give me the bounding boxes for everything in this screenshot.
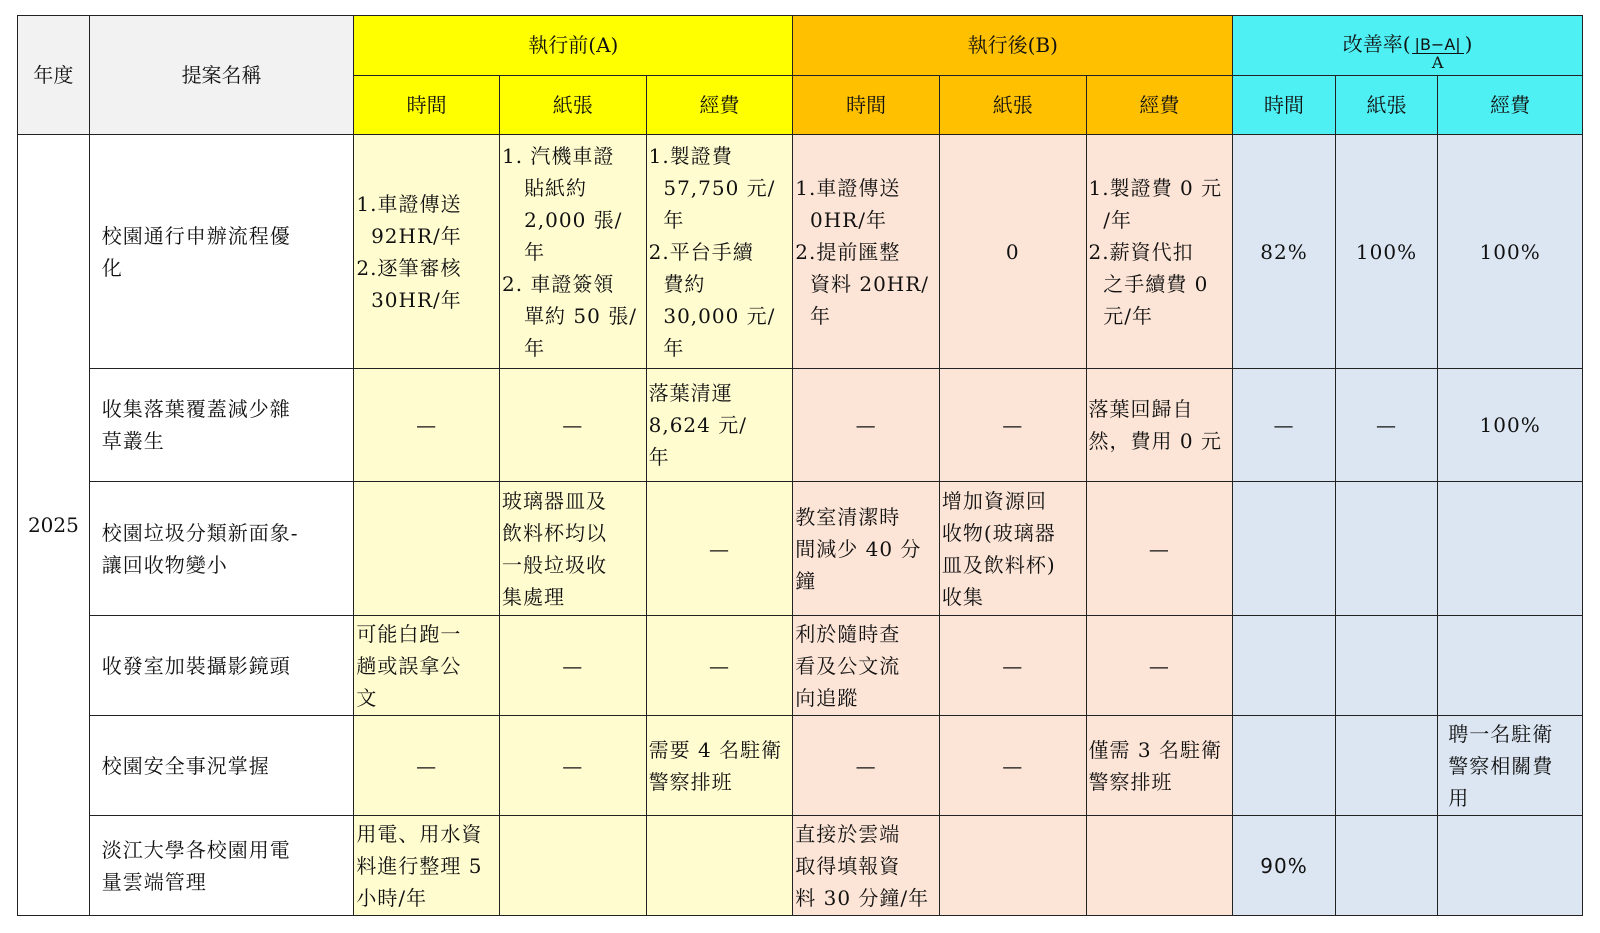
after-cost-cell — [1086, 816, 1233, 916]
before-time-header: 時間 — [354, 75, 500, 135]
before-time-cell: 1.車證傳送 92HR/年 2.逐筆審核 30HR/年 — [354, 135, 500, 369]
improve-time-cell — [1233, 482, 1336, 616]
improve-cost-cell — [1438, 482, 1583, 616]
table-row — [18, 369, 1583, 482]
before-paper-cell: — — [499, 369, 646, 482]
improve-paper-cell: 100% — [1335, 135, 1438, 369]
improve-time-header: 時間 — [1233, 75, 1336, 135]
after-cost-header: 經費 — [1086, 75, 1233, 135]
proposal-name: 收發室加裝攝影鏡頭 — [89, 616, 354, 716]
after-time-cell: — — [793, 369, 940, 482]
table-row — [18, 482, 1583, 616]
after-time-header: 時間 — [793, 75, 940, 135]
improve-cost-header: 經費 — [1438, 75, 1583, 135]
after-paper-cell: — — [939, 369, 1086, 482]
before-time-cell — [354, 482, 500, 616]
after-paper-cell: 增加資源回 收物(玻璃器 皿及飲料杯) 收集 — [939, 482, 1086, 616]
proposal-name: 校園安全事況掌握 — [89, 716, 354, 816]
formula-denominator: A — [1431, 52, 1444, 72]
after-cost-cell: 1.製證費 0 元 /年 2.薪資代扣 之手續費 0 元/年 — [1086, 135, 1233, 369]
improve-paper-cell — [1335, 716, 1438, 816]
header-row-1 — [18, 16, 1583, 76]
after-cost-cell: — — [1086, 482, 1233, 616]
after-header: 執行後(B) — [793, 16, 1233, 76]
improvement-table — [17, 15, 1583, 916]
before-paper-cell: — — [499, 716, 646, 816]
improve-cost-cell: 100% — [1438, 135, 1583, 369]
improve-paper-header: 紙張 — [1335, 75, 1438, 135]
before-cost-cell: 1.製證費 57,750 元/ 年 2.平台手續 費約 30,000 元/ 年 — [646, 135, 793, 369]
improve-paper-cell: — — [1335, 369, 1438, 482]
improve-time-cell: 90% — [1233, 816, 1336, 916]
improve-time-cell — [1233, 716, 1336, 816]
after-time-cell: 直接於雲端 取得填報資 料 30 分鐘/年 — [793, 816, 940, 916]
proposal-name: 收集落葉覆蓋減少雜 草叢生 — [89, 369, 354, 482]
year-header: 年度 — [18, 16, 90, 135]
improve-time-cell — [1233, 616, 1336, 716]
table-row — [18, 716, 1583, 816]
improve-paper-cell — [1335, 816, 1438, 916]
formula-numerator: |B−A| — [1412, 36, 1464, 54]
before-paper-cell: 玻璃器皿及 飲料杯均以 一般垃圾收 集處理 — [499, 482, 646, 616]
before-time-cell: 用電、用水資 料進行整理 5 小時/年 — [354, 816, 500, 916]
after-paper-cell: 0 — [939, 135, 1086, 369]
after-cost-cell: — — [1086, 616, 1233, 716]
proposal-name: 校園垃圾分類新面象- 讓回收物變小 — [89, 482, 354, 616]
before-cost-cell: — — [646, 616, 793, 716]
before-paper-cell: 1. 汽機車證 貼紙約 2,000 張/ 年 2. 車證簽領 單約 50 張/ 年 — [499, 135, 646, 369]
improvement-rate-label: 改善率( — [1342, 31, 1411, 56]
improvement-formula — [1412, 36, 1464, 71]
after-paper-cell: — — [939, 616, 1086, 716]
improve-cost-cell — [1438, 616, 1583, 716]
before-cost-cell: 需要 4 名駐衛 警察排班 — [646, 716, 793, 816]
after-cost-cell: 落葉回歸自 然，費用 0 元 — [1086, 369, 1233, 482]
improve-time-cell: 82% — [1233, 135, 1336, 369]
before-time-cell: — — [354, 369, 500, 482]
before-header: 執行前(A) — [354, 16, 793, 76]
after-time-cell: 教室清潔時 間減少 40 分 鐘 — [793, 482, 940, 616]
before-paper-cell — [499, 816, 646, 916]
after-paper-cell — [939, 816, 1086, 916]
table-row — [18, 135, 1583, 369]
after-time-cell: 1.車證傳送 0HR/年 2.提前匯整 資料 20HR/ 年 — [793, 135, 940, 369]
after-time-cell: 利於隨時查 看及公文流 向追蹤 — [793, 616, 940, 716]
before-paper-header: 紙張 — [499, 75, 646, 135]
after-paper-cell: — — [939, 716, 1086, 816]
before-time-cell: — — [354, 716, 500, 816]
improve-paper-cell — [1335, 482, 1438, 616]
improvement-rate-header — [1233, 16, 1583, 76]
improve-cost-cell: 100% — [1438, 369, 1583, 482]
table-row — [18, 616, 1583, 716]
improve-paper-cell — [1335, 616, 1438, 716]
before-paper-cell: — — [499, 616, 646, 716]
improve-cost-cell — [1438, 816, 1583, 916]
before-time-cell: 可能白跑一 趟或誤拿公 文 — [354, 616, 500, 716]
formula-close-paren: ) — [1464, 31, 1473, 56]
year-cell: 2025 — [18, 135, 90, 916]
table-row — [18, 816, 1583, 916]
before-cost-cell: 落葉清運 8,624 元/ 年 — [646, 369, 793, 482]
improve-cost-cell: 聘一名駐衛 警察相關費 用 — [1438, 716, 1583, 816]
after-paper-header: 紙張 — [939, 75, 1086, 135]
before-cost-cell — [646, 816, 793, 916]
after-time-cell: — — [793, 716, 940, 816]
before-cost-cell: — — [646, 482, 793, 616]
proposal-name: 校園通行申辦流程優 化 — [89, 135, 354, 369]
improve-time-cell: — — [1233, 369, 1336, 482]
proposal-name: 淡江大學各校園用電 量雲端管理 — [89, 816, 354, 916]
after-cost-cell: 僅需 3 名駐衛 警察排班 — [1086, 716, 1233, 816]
proposal-name-header: 提案名稱 — [89, 16, 354, 135]
before-cost-header: 經費 — [646, 75, 793, 135]
